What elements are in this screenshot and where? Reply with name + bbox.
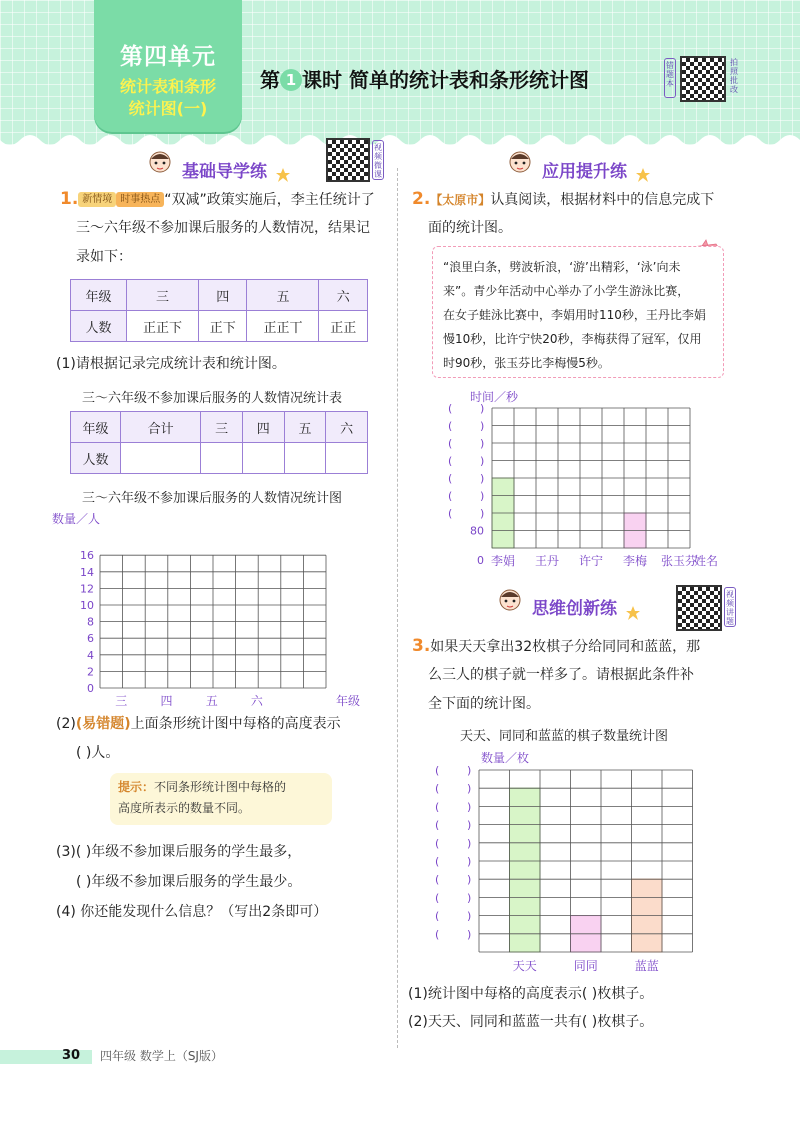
chart1-ytick: 14 bbox=[80, 565, 94, 579]
hint-text-2: 高度所表示的数量不同。 bbox=[118, 801, 251, 815]
story-line: 在女子蛙泳比赛中，李娟用时110秒，王丹比李娟 bbox=[443, 308, 706, 322]
chart2-ytick: 80 bbox=[470, 524, 484, 538]
chart3-yparen: ) bbox=[467, 764, 472, 777]
chart3-yparen: ) bbox=[467, 818, 472, 832]
chart3-yparen: ) bbox=[467, 836, 472, 850]
chart2-xtick: 王丹 bbox=[534, 554, 560, 568]
hint-label: 提示： bbox=[118, 780, 155, 794]
stat-row-label: 人数 bbox=[71, 443, 121, 474]
chart2-yparen: ( bbox=[448, 507, 453, 520]
q3-sub1[interactable]: (1)统计图中每格的高度表示( )枚棋子。 bbox=[408, 986, 654, 1002]
chart1-xtick: 四 bbox=[160, 694, 173, 708]
city-tag: 【太原市】 bbox=[430, 193, 491, 207]
chart1-caption: 三～六年级不参加课后服务的人数情况统计图 bbox=[82, 491, 343, 506]
chart3-yparen: ( bbox=[435, 764, 440, 777]
chart1-xtick: 五 bbox=[205, 694, 218, 708]
record-cell: 人数 bbox=[71, 311, 127, 342]
mistake-book-tag: 错题本 bbox=[664, 58, 676, 98]
chart2-yparen: ( bbox=[448, 419, 453, 433]
chart2-yparen: ) bbox=[480, 472, 485, 485]
chart2-yparen: ( bbox=[448, 402, 453, 415]
chart2-xtick: 李娟 bbox=[490, 554, 516, 568]
chart1-xtick: 三 bbox=[115, 694, 128, 708]
video-explain-tag: 视频讲题 bbox=[724, 587, 736, 627]
sub2-text: 上面条形统计图中每格的高度表示 bbox=[130, 716, 341, 732]
chart3-yparen: ( bbox=[435, 909, 440, 923]
stat-header: 五 bbox=[284, 412, 326, 443]
q3-sub2[interactable]: (2)天天、同同和蓝蓝一共有( )枚棋子。 bbox=[408, 1014, 654, 1030]
chart1-ytick: 16 bbox=[80, 549, 94, 563]
unit-title: 第四单元 bbox=[120, 44, 216, 70]
chart3-yparen: ( bbox=[435, 818, 440, 832]
section-apply-title: 应用提升练 bbox=[542, 162, 627, 182]
chart3-yparen: ) bbox=[467, 855, 472, 868]
record-header: 三 bbox=[127, 280, 199, 311]
chart2-yparen: ( bbox=[448, 454, 453, 468]
record-cell: 正正下 bbox=[127, 311, 199, 342]
q1-sub2-blank[interactable]: ( )人。 bbox=[76, 745, 120, 761]
chart2-xtick: 李梅 bbox=[622, 554, 648, 568]
q1-line2: 三～六年级不参加课后服务的人数情况，结果记 bbox=[76, 220, 370, 236]
chart2-yparen: ( bbox=[448, 437, 453, 450]
q1-line1 bbox=[60, 185, 375, 215]
unit-banner bbox=[94, 0, 242, 132]
story-line: 慢10秒，比许宁快20秒，李梅获得了冠军，仅用 bbox=[443, 332, 702, 346]
q1-text-1: “双减”政策实施后，李主任统计了 bbox=[164, 192, 375, 208]
q3-line3: 全下面的统计图。 bbox=[428, 696, 540, 712]
chart3-xtick: 蓝蓝 bbox=[634, 959, 659, 973]
page-number: 30 bbox=[62, 1048, 81, 1063]
story-line: 来”。青少年活动中心举办了小学生游泳比赛， bbox=[443, 284, 690, 298]
chart3-yparen: ) bbox=[467, 782, 472, 796]
photo-grade-tag: 拍照批改 bbox=[730, 58, 738, 94]
q2-line2: 面的统计图。 bbox=[428, 220, 512, 236]
qr-video-icon[interactable] bbox=[326, 138, 370, 182]
chess-count-chart bbox=[425, 742, 715, 978]
story-line: 时90秒，张玉芬比李梅慢5秒。 bbox=[443, 356, 610, 370]
story-line: “浪里白条，劈波斩浪，‘游’出精彩，‘泳’向未 bbox=[443, 260, 681, 274]
column-divider bbox=[397, 168, 398, 1048]
book-title: 四年级 数学上（SJ版） bbox=[100, 1049, 223, 1063]
q1-line3: 录如下： bbox=[76, 249, 132, 265]
unit-subtitle-1: 统计表和条形 bbox=[119, 77, 216, 96]
q2-text-1: 认真阅读，根据材料中的信息完成下 bbox=[490, 192, 715, 208]
chart1-xlabel: 年级 bbox=[336, 694, 361, 708]
chart3-yparen: ) bbox=[467, 891, 472, 905]
stat-input-cell[interactable] bbox=[201, 443, 243, 474]
unit-subtitle-2: 统计图(一) bbox=[128, 99, 208, 118]
chart3-yparen: ) bbox=[467, 873, 472, 887]
stat-input-cell[interactable] bbox=[326, 443, 368, 474]
chart2-yparen: ) bbox=[480, 507, 485, 520]
stat-header: 合计 bbox=[121, 412, 201, 443]
chart3-yparen: ) bbox=[467, 800, 472, 814]
record-header: 年级 bbox=[71, 280, 127, 311]
chart3-yparen: ( bbox=[435, 836, 440, 850]
chart2-yparen: ( bbox=[448, 472, 453, 485]
chart2-xtick: 张玉芬 bbox=[660, 554, 698, 568]
qr-code-icon[interactable] bbox=[680, 56, 726, 102]
q1-sub3b[interactable]: ( )年级不参加课后服务的学生最少。 bbox=[76, 874, 302, 890]
chart3-yparen: ( bbox=[435, 927, 440, 941]
chart1-xtick: 六 bbox=[250, 694, 263, 708]
chart3-yparen: ( bbox=[435, 782, 440, 796]
q1-sub2 bbox=[56, 710, 341, 739]
stat-input-cell[interactable] bbox=[242, 443, 284, 474]
stat-input-cell[interactable] bbox=[121, 443, 201, 474]
stat-table bbox=[70, 411, 368, 474]
lesson-prefix: 第 bbox=[260, 68, 280, 92]
story-box bbox=[432, 246, 724, 378]
wavy-edge bbox=[0, 134, 800, 152]
chart1-ytick: 2 bbox=[87, 665, 94, 679]
table-caption: 三～六年级不参加课后服务的人数情况统计表 bbox=[82, 391, 343, 406]
star-icon bbox=[636, 168, 650, 182]
baby-mascot-icon bbox=[148, 150, 172, 176]
news-badge: 时事热点 bbox=[116, 192, 164, 207]
q1-sub3a[interactable]: (3)( )年级不参加课后服务的学生最多， bbox=[56, 844, 302, 860]
q1-sub1: (1)请根据记录完成统计表和统计图。 bbox=[56, 356, 286, 372]
record-cell: 正正 bbox=[319, 311, 368, 342]
q3-line1 bbox=[412, 632, 700, 662]
chart2-zero: 0 bbox=[477, 554, 484, 567]
chart3-ylabel: 数量／枚 bbox=[481, 751, 530, 765]
chart2-yparen: ) bbox=[480, 489, 485, 503]
chart1-ytick: 10 bbox=[80, 599, 94, 612]
stat-header: 四 bbox=[242, 412, 284, 443]
chart3-xtick: 同同 bbox=[573, 959, 598, 973]
hint-text-1: 不同条形统计图中每格的 bbox=[154, 780, 287, 794]
stat-header: 六 bbox=[326, 412, 368, 443]
chart2-yparen: ) bbox=[480, 454, 485, 468]
chart2-xtick: 许宁 bbox=[578, 554, 604, 568]
stat-input-cell[interactable] bbox=[284, 443, 326, 474]
q1-sub4: (4) 你还能发现什么信息？（写出2条即可） bbox=[56, 904, 328, 920]
record-table bbox=[70, 279, 368, 342]
chart3-yparen: ( bbox=[435, 873, 440, 887]
record-header: 五 bbox=[247, 280, 319, 311]
new-situation-badge: 新情境 bbox=[78, 192, 116, 207]
chart1-ytick: 8 bbox=[87, 615, 94, 629]
chart2-yparen: ) bbox=[480, 419, 485, 433]
chart2-ylabel: 时间／秒 bbox=[470, 390, 519, 404]
chart2-yparen: ) bbox=[480, 402, 485, 415]
chart2-yparen: ( bbox=[448, 489, 453, 503]
chart3-yparen: ) bbox=[467, 927, 472, 941]
record-header: 四 bbox=[198, 280, 247, 311]
q3-line2: 么三人的棋子就一样多了。请根据此条件补 bbox=[428, 667, 694, 683]
chart1-ytick: 4 bbox=[87, 648, 94, 662]
baby-mascot-icon bbox=[508, 150, 532, 176]
chart3-yparen: ) bbox=[467, 909, 472, 923]
q3-text-1: 如果天天拿出32枚棋子分给同同和蓝蓝，那 bbox=[430, 639, 701, 655]
stat-header: 三 bbox=[201, 412, 243, 443]
q2-number: 2. bbox=[412, 189, 431, 209]
swim-time-chart bbox=[440, 385, 740, 585]
chart3-xtick: 天天 bbox=[512, 959, 537, 973]
lesson-title-text: 课时 简单的统计表和条形统计图 bbox=[302, 68, 589, 92]
chart3-bar bbox=[510, 788, 541, 952]
grade-bar-chart bbox=[50, 505, 380, 710]
chart1-ytick: 0 bbox=[87, 682, 94, 695]
section-think-title: 思维创新练 bbox=[532, 599, 617, 619]
q2-line1 bbox=[412, 185, 714, 215]
qr-video-icon[interactable] bbox=[676, 585, 722, 631]
chart2-xlabel: 姓名 bbox=[694, 554, 719, 568]
baby-mascot-icon bbox=[498, 588, 522, 614]
q3-number: 3. bbox=[412, 636, 431, 656]
record-cell: 正正丅 bbox=[247, 311, 319, 342]
lesson-number: 1 bbox=[280, 69, 302, 91]
error-prone-tag: (易错题) bbox=[75, 716, 131, 732]
section-basic-title: 基础导学练 bbox=[182, 162, 267, 182]
chart1-ylabel: 数量／人 bbox=[52, 512, 101, 526]
star-icon bbox=[626, 606, 640, 620]
hint-box bbox=[110, 773, 332, 825]
chart3-yparen: ( bbox=[435, 800, 440, 814]
q1-number: 1. bbox=[60, 189, 79, 209]
star-icon bbox=[276, 168, 290, 182]
chart3-yparen: ( bbox=[435, 855, 440, 868]
chart1-ytick: 12 bbox=[80, 582, 94, 596]
video-lesson-tag: 视频微课 bbox=[372, 140, 384, 180]
sub2-prefix: (2) bbox=[56, 716, 76, 732]
record-cell: 正下 bbox=[198, 311, 247, 342]
record-header: 六 bbox=[319, 280, 368, 311]
chart1-ytick: 6 bbox=[87, 632, 94, 646]
chart3-caption: 天天、同同和蓝蓝的棋子数量统计图 bbox=[460, 729, 669, 744]
chart3-yparen: ( bbox=[435, 891, 440, 905]
stat-header: 年级 bbox=[71, 412, 121, 443]
lesson-title bbox=[260, 64, 589, 93]
chart2-yparen: ) bbox=[480, 437, 485, 450]
